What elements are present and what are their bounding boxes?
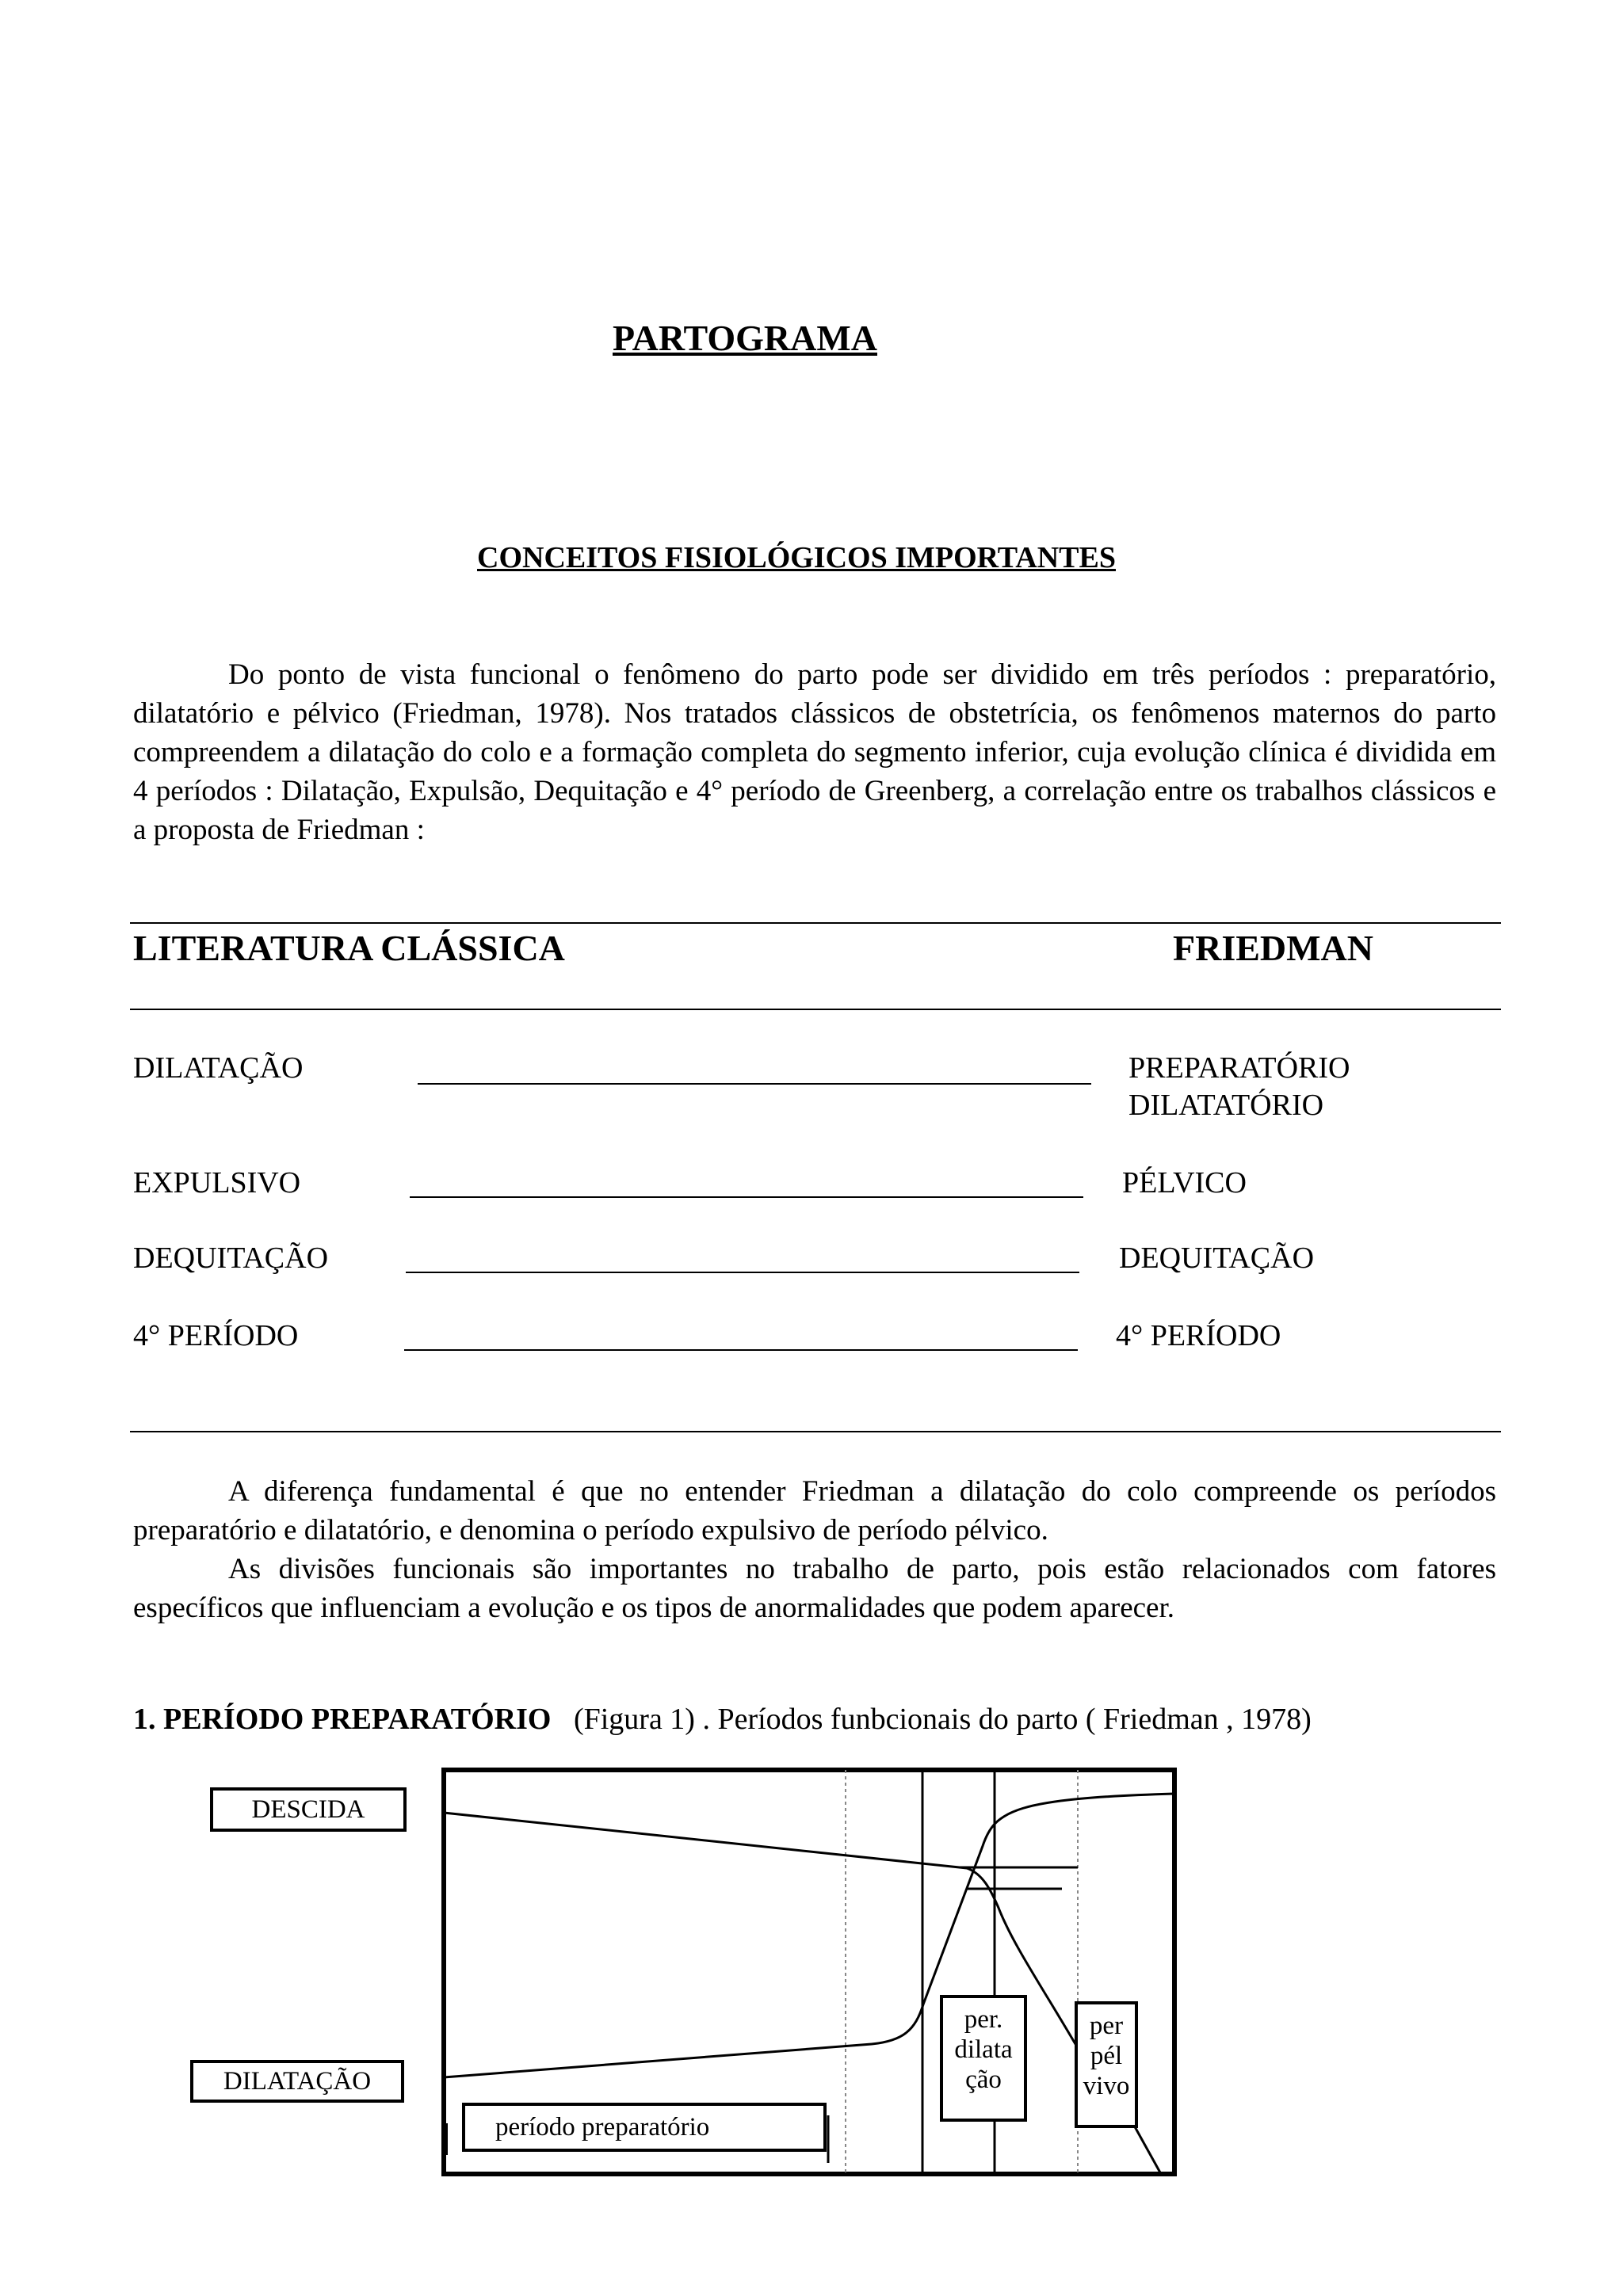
row-friedman-dequitacao: DEQUITAÇÃO [1119,1241,1315,1275]
row-friedman-pelvico: PÉLVICO [1122,1166,1247,1199]
table-top-rule [130,922,1501,924]
periodo-dilatacao-box: per. dilata ção [940,1995,1027,2122]
body-paragraph-2: As divisões funcionais são importantes no trabalho de parto, pois estão relacionados com fatores específicos que influenciam a evolução e os tipos de anormalidades que podem aparecer. [133,1553,1496,1624]
section-subtitle: CONCEITOS FISIOLÓGICOS IMPORTANTES [477,541,1116,574]
row-classic-expulsivo: EXPULSIVO [133,1166,301,1199]
row-connector-line [418,1083,1091,1085]
section-title: 1. PERÍODO PREPARATÓRIO [133,1703,552,1736]
dilatacao-curve [444,1794,1174,2077]
row-connector-line [406,1272,1079,1273]
row-friedman-dilatatorio: DILATATÓRIO [1128,1089,1324,1122]
body-paragraph-1: A diferença fundamental é que no entender Friedman a dilatação do colo compreende os períodos preparatório e dilatatório, e denomina o período expulsivo de período pélvico. [133,1475,1496,1547]
row-classic-dequitacao: DEQUITAÇÃO [133,1241,329,1275]
dilatacao-label-box: DILATAÇÃO [190,2060,404,2103]
row-connector-line [404,1349,1078,1351]
friedman-header: FRIEDMAN [1173,928,1373,968]
table-bottom-rule [130,1431,1501,1432]
intro-text: Do ponto de vista funcional o fenômeno do parto pode ser dividido em três períodos : preparatório, dilatatório e pélvico (Friedman, 1978). Nos tratados clássicos de obstetrícia, os fenômenos maternos do parto compreendem a dilatação do colo e a formação completa do segmento inferior, cuja evolução clínica é dividida em 4 períodos : Dilatação, Expulsão, Dequitação e 4° período de Greenberg, a correlação entre os trabalhos clássicos e a proposta de Friedman : [133,658,1496,846]
row-connector-line [410,1196,1083,1198]
figure-caption: (Figura 1) . Períodos funbcionais do parto ( Friedman , 1978) [573,1703,1312,1736]
section-heading [133,1702,1312,1737]
intro-paragraph [133,655,1496,849]
row-friedman-preparatorio: PREPARATÓRIO [1128,1051,1350,1085]
classic-literature-header: LITERATURA CLÁSSICA [133,928,565,968]
descida-label-box: DESCIDA [210,1787,407,1832]
row-friedman-4-periodo: 4° PERÍODO [1116,1319,1281,1352]
table-header-rule [130,1009,1501,1010]
row-classic-4-periodo: 4° PERÍODO [133,1319,299,1352]
page-title: PARTOGRAMA [613,318,877,358]
periodo-pelvico-box: per pél vivo [1075,2001,1138,2128]
periodo-preparatorio-box: período preparatório [462,2103,827,2152]
row-classic-dilatacao: DILATAÇÃO [133,1051,304,1085]
